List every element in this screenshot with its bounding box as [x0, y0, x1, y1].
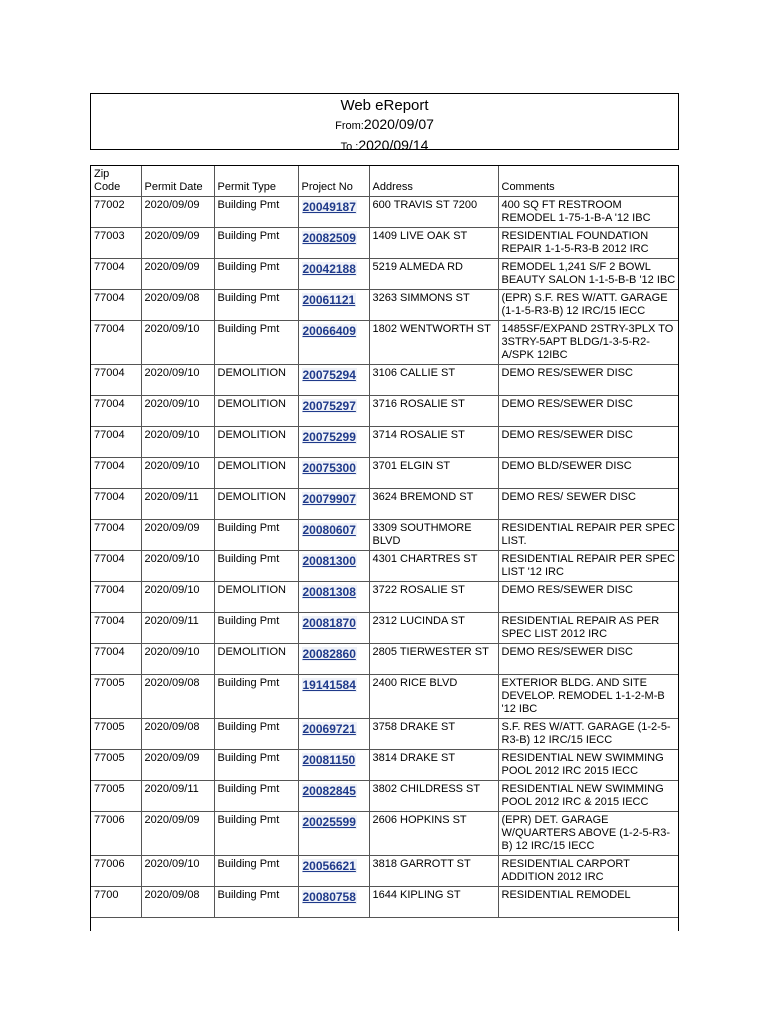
permit-date-cell: 2020/09/09: [141, 197, 214, 228]
table-row: [91, 675, 679, 719]
project-no-cell: [298, 427, 369, 458]
to-line: [91, 136, 678, 157]
project-no-cell: [298, 396, 369, 427]
table-row: [91, 197, 679, 228]
comments-cell: DEMO RES/SEWER DISC: [498, 427, 679, 458]
permit-type-cell: DEMOLITION: [214, 427, 298, 458]
project-no-cell: [298, 228, 369, 259]
address-cell: 1802 WENTWORTH ST: [369, 321, 498, 365]
permit-type-cell: Building Pmt: [214, 197, 298, 228]
from-date: 2020/09/07: [363, 116, 434, 132]
address-cell: 3624 BREMOND ST: [369, 489, 498, 520]
zip-cell: 7700: [91, 887, 141, 918]
permit-type-cell: Building Pmt: [214, 750, 298, 781]
col-header-address: Address: [369, 166, 498, 197]
comments-cell: (EPR) DET. GARAGE W/QUARTERS ABOVE (1-2-5-R3-B) 12 IRC/15 IECC: [498, 812, 679, 856]
address-cell: 3722 ROSALIE ST: [369, 582, 498, 613]
address-cell: 1644 KIPLING ST: [369, 887, 498, 918]
address-cell: 1409 LIVE OAK ST: [369, 228, 498, 259]
permit-date-cell: 2020/09/08: [141, 719, 214, 750]
zip-cell: 77003: [91, 228, 141, 259]
project-no-link[interactable]: 20075300: [302, 461, 356, 475]
col-header-permit-date: Permit Date: [141, 166, 214, 197]
project-no-cell: [298, 856, 369, 887]
table-row: [91, 427, 679, 458]
project-no-link[interactable]: 20075294: [302, 368, 356, 382]
permit-date-cell: 2020/09/10: [141, 365, 214, 396]
comments-cell: DEMO RES/SEWER DISC: [498, 582, 679, 613]
project-no-cell: [298, 551, 369, 582]
table-row: [91, 365, 679, 396]
comments-cell: 400 SQ FT RESTROOM REMODEL 1-75-1-B-A '12 IBC: [498, 197, 679, 228]
permit-type-cell: DEMOLITION: [214, 458, 298, 489]
project-no-cell: [298, 365, 369, 396]
project-no-link[interactable]: 20082509: [302, 231, 356, 245]
project-no-cell: [298, 719, 369, 750]
project-no-link[interactable]: 20081150: [302, 753, 356, 767]
address-cell: 2606 HOPKINS ST: [369, 812, 498, 856]
project-no-link[interactable]: 20080758: [302, 890, 356, 904]
project-no-link[interactable]: 20080607: [302, 523, 356, 537]
table-body: [91, 197, 679, 918]
permit-table-container: [90, 165, 679, 931]
table-row: [91, 259, 679, 290]
table-row: [91, 551, 679, 582]
project-no-cell: [298, 887, 369, 918]
comments-cell: DEMO RES/ SEWER DISC: [498, 489, 679, 520]
project-no-link[interactable]: 20082845: [302, 784, 356, 798]
permit-type-cell: Building Pmt: [214, 228, 298, 259]
zip-cell: 77005: [91, 719, 141, 750]
comments-cell: REMODEL 1,241 S/F 2 BOWL BEAUTY SALON 1-1-5-B-B '12 IBC: [498, 259, 679, 290]
table-row: [91, 228, 679, 259]
zip-cell: 77004: [91, 427, 141, 458]
address-cell: 5219 ALMEDA RD: [369, 259, 498, 290]
address-cell: 3106 CALLIE ST: [369, 365, 498, 396]
address-cell: 2400 RICE BLVD: [369, 675, 498, 719]
address-cell: 3814 DRAKE ST: [369, 750, 498, 781]
project-no-link[interactable]: 20056621: [302, 859, 356, 873]
report-title: Web eReport: [340, 97, 429, 114]
comments-cell: RESIDENTIAL NEW SWIMMING POOL 2012 IRC & 2015 IECC: [498, 781, 679, 812]
permit-date-cell: 2020/09/11: [141, 781, 214, 812]
permit-date-cell: 2020/09/10: [141, 644, 214, 675]
comments-cell: RESIDENTIAL REPAIR PER SPEC LIST.: [498, 520, 679, 551]
address-cell: 3263 SIMMONS ST: [369, 290, 498, 321]
zip-cell: 77004: [91, 582, 141, 613]
address-cell: 3758 DRAKE ST: [369, 719, 498, 750]
zip-cell: 77004: [91, 321, 141, 365]
col-header-permit-type: Permit Type: [214, 166, 298, 197]
project-no-cell: [298, 750, 369, 781]
permit-type-cell: Building Pmt: [214, 675, 298, 719]
comments-cell: DEMO RES/SEWER DISC: [498, 644, 679, 675]
permit-type-cell: Building Pmt: [214, 719, 298, 750]
permit-type-cell: Building Pmt: [214, 812, 298, 856]
permit-date-cell: 2020/09/09: [141, 750, 214, 781]
address-cell: 2312 LUCINDA ST: [369, 613, 498, 644]
permit-date-cell: 2020/09/10: [141, 321, 214, 365]
project-no-cell: [298, 458, 369, 489]
table-row: [91, 644, 679, 675]
comments-cell: DEMO RES/SEWER DISC: [498, 365, 679, 396]
zip-cell: 77004: [91, 489, 141, 520]
table-row: [91, 520, 679, 551]
permit-type-cell: Building Pmt: [214, 520, 298, 551]
permit-type-cell: Building Pmt: [214, 887, 298, 918]
project-no-link[interactable]: 20049187: [302, 200, 356, 214]
address-cell: 3716 ROSALIE ST: [369, 396, 498, 427]
col-header-zip: Zip Code: [91, 166, 141, 197]
permit-type-cell: DEMOLITION: [214, 365, 298, 396]
permit-type-cell: Building Pmt: [214, 551, 298, 582]
permit-type-cell: Building Pmt: [214, 321, 298, 365]
permit-type-cell: DEMOLITION: [214, 582, 298, 613]
permit-date-cell: 2020/09/10: [141, 856, 214, 887]
permit-date-cell: 2020/09/08: [141, 675, 214, 719]
table-row: [91, 458, 679, 489]
permit-type-cell: Building Pmt: [214, 290, 298, 321]
project-no-cell: [298, 644, 369, 675]
comments-cell: S.F. RES W/ATT. GARAGE (1-2-5-R3-B) 12 IRC/15 IECC: [498, 719, 679, 750]
table-header-row: [91, 166, 679, 197]
zip-cell: 77004: [91, 290, 141, 321]
table-row: [91, 290, 679, 321]
permit-date-cell: 2020/09/09: [141, 259, 214, 290]
table-row: [91, 396, 679, 427]
comments-cell: RESIDENTIAL CARPORT ADDITION 2012 IRC: [498, 856, 679, 887]
project-no-cell: [298, 520, 369, 551]
comments-cell: DEMO BLD/SEWER DISC: [498, 458, 679, 489]
zip-cell: 77006: [91, 856, 141, 887]
table-row: [91, 489, 679, 520]
zip-cell: 77004: [91, 520, 141, 551]
permit-date-cell: 2020/09/10: [141, 458, 214, 489]
permit-date-cell: 2020/09/09: [141, 228, 214, 259]
table-row: [91, 856, 679, 887]
permit-date-cell: 2020/09/10: [141, 582, 214, 613]
permit-date-cell: 2020/09/11: [141, 489, 214, 520]
address-cell: 3818 GARROTT ST: [369, 856, 498, 887]
permit-date-cell: 2020/09/10: [141, 427, 214, 458]
project-no-cell: [298, 582, 369, 613]
report-header: [90, 93, 679, 153]
address-cell: 600 TRAVIS ST 7200: [369, 197, 498, 228]
permit-date-cell: 2020/09/08: [141, 887, 214, 918]
table-row: [91, 812, 679, 856]
project-no-link[interactable]: 20069721: [302, 722, 356, 736]
project-no-link[interactable]: 20042188: [302, 262, 356, 276]
table-row: [91, 887, 679, 918]
table-row: [91, 613, 679, 644]
zip-cell: 77004: [91, 458, 141, 489]
permit-type-cell: Building Pmt: [214, 613, 298, 644]
project-no-link[interactable]: 20081870: [302, 616, 356, 630]
project-no-link[interactable]: 20061121: [302, 293, 356, 307]
project-no-link[interactable]: 20079907: [302, 492, 356, 506]
project-no-cell: [298, 321, 369, 365]
project-no-cell: [298, 613, 369, 644]
table-row: [91, 781, 679, 812]
permit-date-cell: 2020/09/11: [141, 613, 214, 644]
project-no-cell: [298, 290, 369, 321]
zip-cell: 77004: [91, 259, 141, 290]
permit-date-cell: 2020/09/09: [141, 520, 214, 551]
to-date: 2020/09/14: [358, 137, 429, 153]
project-no-link[interactable]: 20082860: [302, 647, 356, 661]
comments-cell: RESIDENTIAL REPAIR AS PER SPEC LIST 2012 IRC: [498, 613, 679, 644]
from-line: [91, 115, 678, 136]
permit-type-cell: DEMOLITION: [214, 489, 298, 520]
table-row: [91, 321, 679, 365]
table-row: [91, 750, 679, 781]
project-no-cell: [298, 812, 369, 856]
permit-date-cell: 2020/09/10: [141, 396, 214, 427]
from-label: From:: [335, 120, 364, 132]
comments-cell: (EPR) S.F. RES W/ATT. GARAGE (1-1-5-R3-B) 12 IRC/15 IECC: [498, 290, 679, 321]
zip-cell: 77005: [91, 675, 141, 719]
zip-cell: 77005: [91, 750, 141, 781]
permit-table: [91, 166, 679, 918]
project-no-link[interactable]: 19141584: [302, 678, 356, 692]
comments-cell: 1485SF/EXPAND 2STRY-3PLX TO 3STRY-5APT BLDG/1-3-5-R2-A/SPK 12IBC: [498, 321, 679, 365]
permit-type-cell: DEMOLITION: [214, 644, 298, 675]
permit-date-cell: 2020/09/10: [141, 551, 214, 582]
zip-cell: 77004: [91, 396, 141, 427]
zip-cell: 77004: [91, 613, 141, 644]
zip-cell: 77005: [91, 781, 141, 812]
col-header-comments: Comments: [498, 166, 679, 197]
project-no-link[interactable]: 20081308: [302, 585, 356, 599]
address-cell: 4301 CHARTRES ST: [369, 551, 498, 582]
comments-cell: RESIDENTIAL FOUNDATION REPAIR 1-1-5-R3-B 2012 IRC: [498, 228, 679, 259]
comments-cell: DEMO RES/SEWER DISC: [498, 396, 679, 427]
project-no-cell: [298, 197, 369, 228]
project-no-link[interactable]: 20081300: [302, 554, 356, 568]
permit-type-cell: Building Pmt: [214, 781, 298, 812]
permit-type-cell: Building Pmt: [214, 259, 298, 290]
project-no-link[interactable]: 20075299: [302, 430, 356, 444]
project-no-cell: [298, 489, 369, 520]
address-cell: 3802 CHILDRESS ST: [369, 781, 498, 812]
to-label: To :: [340, 141, 359, 153]
permit-type-cell: DEMOLITION: [214, 396, 298, 427]
address-cell: 3701 ELGIN ST: [369, 458, 498, 489]
comments-cell: EXTERIOR BLDG. AND SITE DEVELOP. REMODEL 1-1-2-M-B '12 IBC: [498, 675, 679, 719]
permit-date-cell: 2020/09/09: [141, 812, 214, 856]
comments-cell: RESIDENTIAL REMODEL: [498, 887, 679, 918]
project-no-link[interactable]: 20025599: [302, 815, 356, 829]
permit-type-cell: Building Pmt: [214, 856, 298, 887]
project-no-cell: [298, 781, 369, 812]
comments-cell: RESIDENTIAL NEW SWIMMING POOL 2012 IRC 2015 IECC: [498, 750, 679, 781]
project-no-cell: [298, 259, 369, 290]
zip-cell: 77004: [91, 644, 141, 675]
project-no-link[interactable]: 20075297: [302, 399, 356, 413]
zip-cell: 77004: [91, 365, 141, 396]
zip-cell: 77006: [91, 812, 141, 856]
address-cell: 3309 SOUTHMORE BLVD: [369, 520, 498, 551]
col-header-project-no: Project No: [298, 166, 369, 197]
address-cell: 3714 ROSALIE ST: [369, 427, 498, 458]
project-no-cell: [298, 675, 369, 719]
project-no-link[interactable]: 20066409: [302, 324, 356, 338]
table-row: [91, 582, 679, 613]
address-cell: 2805 TIERWESTER ST: [369, 644, 498, 675]
zip-cell: 77002: [91, 197, 141, 228]
zip-cell: 77004: [91, 551, 141, 582]
permit-date-cell: 2020/09/08: [141, 290, 214, 321]
comments-cell: RESIDENTIAL REPAIR PER SPEC LIST '12 IRC: [498, 551, 679, 582]
table-row: [91, 719, 679, 750]
